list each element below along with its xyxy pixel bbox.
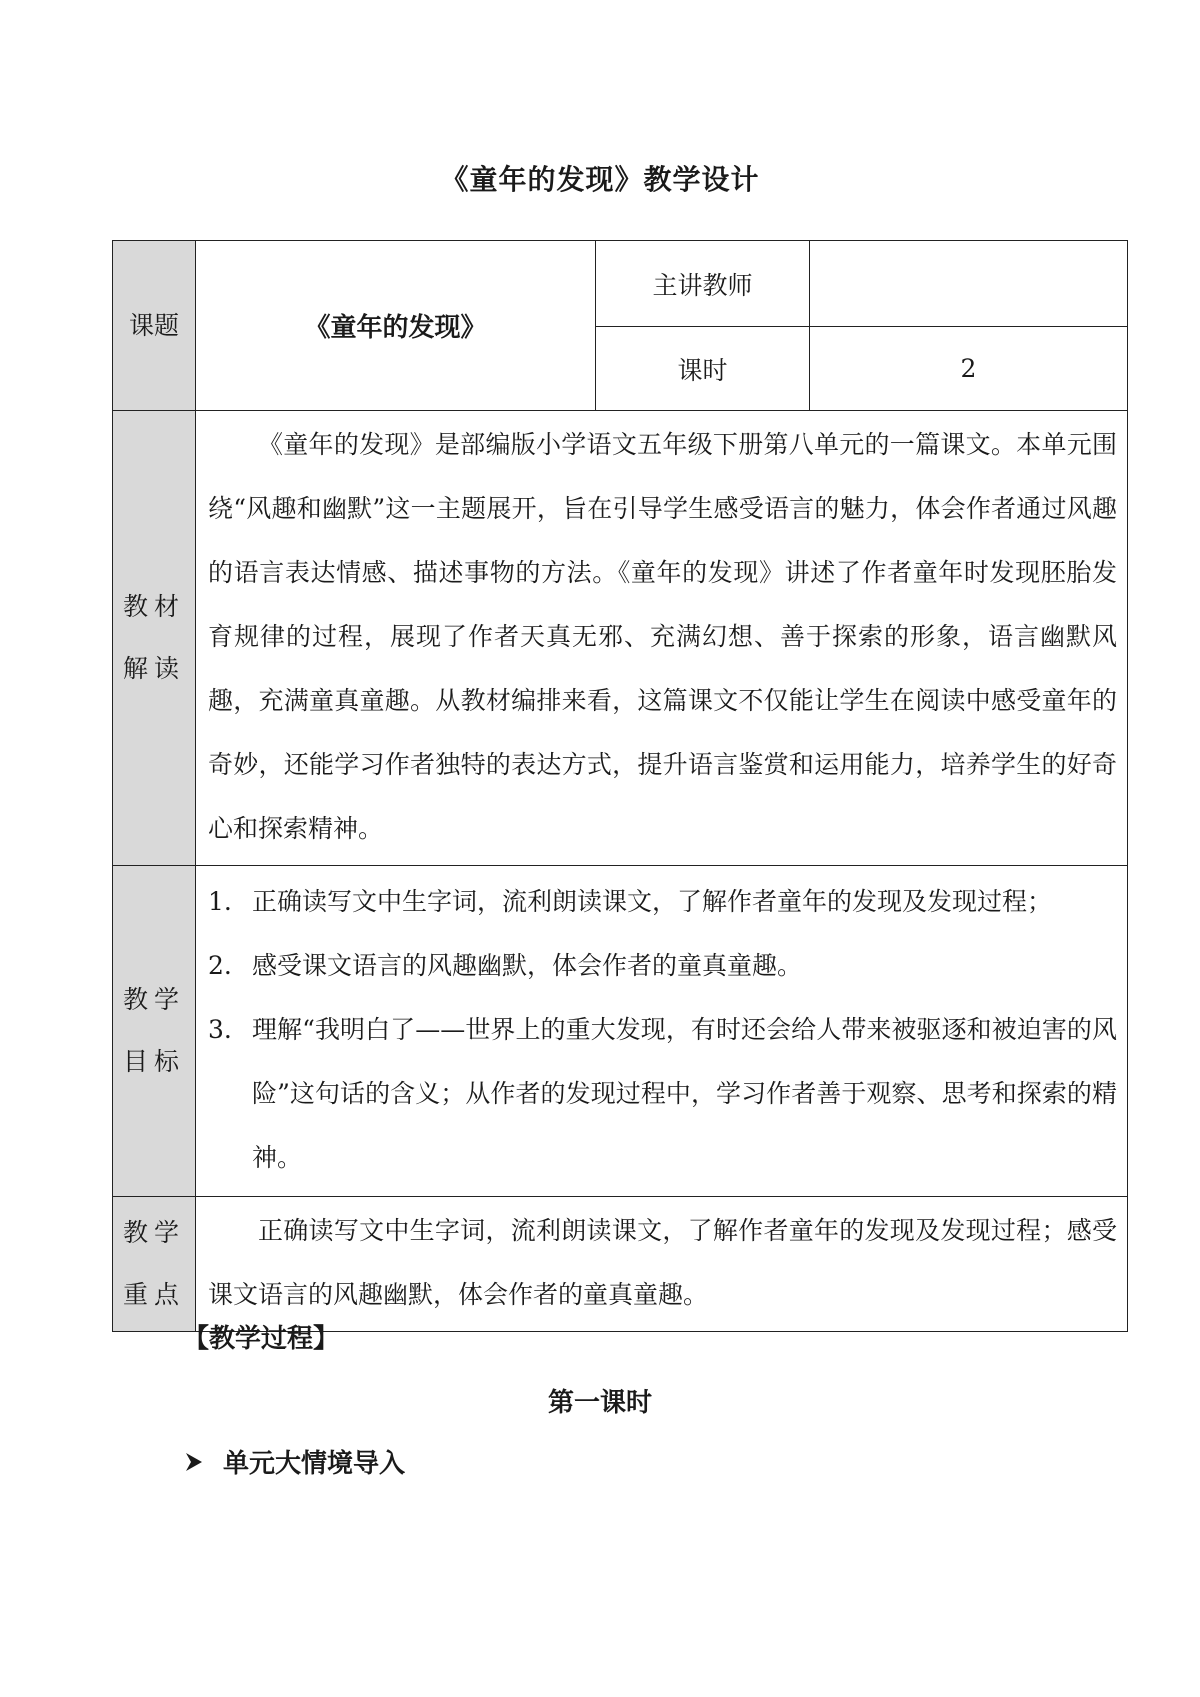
hours-value: 2	[960, 354, 977, 383]
lesson-plan-table	[112, 240, 1128, 1332]
material-label-cell	[113, 411, 196, 866]
goal-text: 正确读写文中生字词，流利朗读课文，了解作者童年的发现及发现过程；	[252, 887, 1053, 916]
process-heading: 【教学过程】	[183, 1324, 340, 1354]
goals-list	[196, 866, 1127, 1196]
goal-number: 1.	[208, 887, 232, 916]
keypoints-label-cell	[113, 1197, 196, 1332]
material-label-line1: 教材	[122, 592, 185, 621]
first-section-title: 单元大情境导入	[223, 1449, 406, 1479]
lesson-title: 第一课时	[547, 1388, 652, 1418]
keypoints-content-cell	[196, 1197, 1128, 1332]
section-bullet	[183, 1443, 405, 1480]
goal-item	[208, 870, 1117, 934]
goals-label-cell	[113, 866, 196, 1197]
goal-item	[208, 934, 1117, 998]
goal-text: 理解“我明白了——世界上的重大发现，有时还会给人带来被驱逐和被迫害的风险”这句话的含义；从作者的发现过程中，学习作者善于观察、思考和探索的精神。	[252, 1015, 1117, 1172]
goal-text: 感受课文语言的风趣幽默，体会作者的童真童趣。	[252, 951, 803, 980]
material-content-cell	[196, 411, 1128, 866]
teacher-label-cell	[596, 241, 810, 327]
goal-number: 3.	[208, 1015, 232, 1044]
hours-value-cell	[810, 327, 1128, 411]
teacher-value-cell	[810, 241, 1128, 327]
topic-value: 《童年的发现》	[304, 313, 487, 343]
topic-label-cell	[113, 241, 196, 411]
keypoints-label-line2: 重点	[122, 1280, 185, 1309]
document-title: 《童年的发现》教学设计	[440, 163, 760, 196]
goal-number: 2.	[208, 951, 232, 980]
material-text: 《童年的发现》是部编版小学语文五年级下册第八单元的一篇课文。本单元围绕“风趣和幽默”这一主题展开，旨在引导学生感受语言的魅力，体会作者通过风趣的语言表达情感、描述事物的方法。《童年的发现》讲述了作者童年时发现胚胎发育规律的过程，展现了作者天真无邪、充满幻想、善于探索的形象，语言幽默风趣，充满童真童趣。从教材编排来看，这篇课文不仅能让学生在阅读中感受童年的奇妙，还能学习作者独特的表达方式，提升语言鉴赏和运用能力，培养学生的好奇心和探索精神。	[208, 430, 1117, 843]
teacher-label: 主讲教师	[652, 270, 753, 300]
topic-value-cell	[196, 241, 596, 411]
material-label-line2: 解读	[122, 654, 185, 683]
keypoints-label-line1: 教学	[122, 1218, 185, 1247]
keypoints-text: 正确读写文中生字词，流利朗读课文，了解作者童年的发现及发现过程；感受课文语言的风趣幽默，体会作者的童真童趣。	[208, 1216, 1117, 1309]
goals-content-cell	[196, 866, 1128, 1197]
goals-label-line2: 目标	[122, 1047, 185, 1076]
arrow-bullet-icon	[183, 1451, 205, 1473]
goals-label-line1: 教学	[122, 985, 185, 1014]
hours-label: 课时	[677, 355, 728, 385]
hours-label-cell	[596, 327, 810, 411]
topic-label: 课题	[128, 310, 179, 340]
goal-item	[208, 998, 1117, 1190]
